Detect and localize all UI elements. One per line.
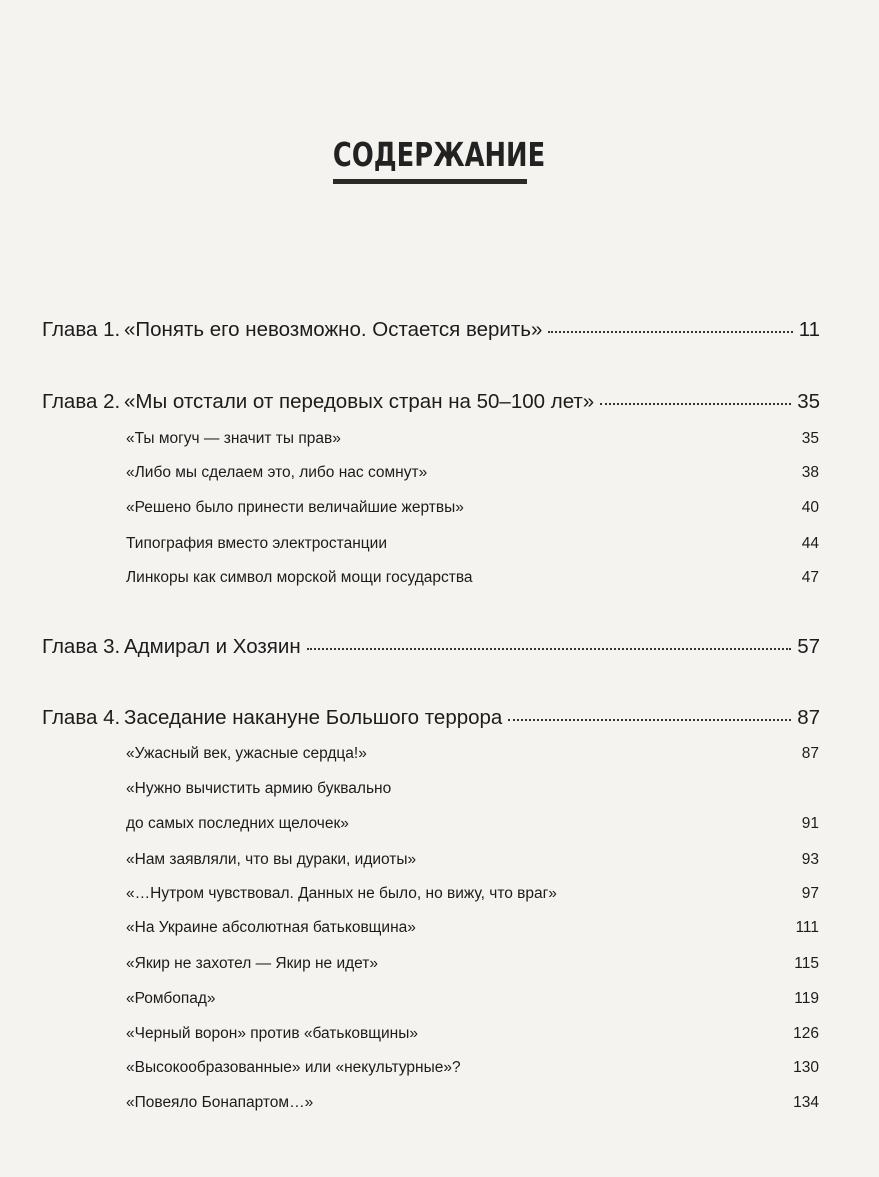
page-number: 40 (801, 499, 819, 516)
page-number: 97 (801, 885, 819, 902)
page-number: 57 (797, 635, 820, 658)
page-title: СОДЕРЖАНИЕ (333, 135, 546, 174)
page-number: 134 (793, 1094, 819, 1111)
toc-chapter-3[interactable] (42, 635, 820, 659)
section-title: «Ты могуч — значит ты прав» (126, 430, 341, 447)
dot-leader (600, 403, 791, 405)
page-number: 130 (793, 1059, 819, 1076)
section-title: «…Нутром чувствовал. Данных не было, но вижу, что враг» (126, 885, 557, 902)
chapter-title: «Понять его невозможно. Остается верить» (124, 318, 543, 341)
toc-section[interactable] (126, 955, 819, 973)
toc-section[interactable] (126, 569, 819, 587)
page-number: 47 (801, 569, 819, 586)
toc-chapter-2[interactable] (42, 390, 820, 414)
dot-leader (548, 331, 792, 333)
section-title: «Черный ворон» против «батьковщины» (126, 1025, 418, 1042)
toc-section[interactable] (126, 780, 819, 798)
page-number: 35 (797, 390, 820, 413)
title-underline (333, 179, 527, 184)
page-number: 111 (795, 919, 819, 936)
toc-section[interactable] (126, 990, 819, 1008)
chapter-number: Глава 4. (42, 706, 121, 729)
page-number: 44 (801, 535, 819, 552)
section-title: до самых последних щелочек» (126, 815, 349, 832)
toc-section[interactable] (126, 464, 819, 482)
dot-leader (307, 648, 792, 650)
toc-section[interactable] (126, 535, 819, 553)
toc-section[interactable] (126, 1025, 819, 1043)
page-number: 115 (794, 955, 819, 972)
section-title: «Нам заявляли, что вы дураки, идиоты» (126, 851, 417, 868)
page-number: 38 (801, 464, 819, 481)
toc-section[interactable] (126, 1059, 819, 1077)
page-number: 93 (801, 851, 819, 868)
toc-section[interactable] (126, 499, 819, 517)
section-title: «Ромбопад» (126, 990, 216, 1007)
toc-section[interactable] (126, 851, 819, 869)
page-title-container (0, 135, 879, 174)
chapter-number: Глава 1. (42, 318, 121, 341)
page-number: 11 (798, 318, 820, 341)
toc-section[interactable] (126, 745, 819, 763)
chapter-number: Глава 2. (42, 390, 121, 413)
chapter-title: «Мы отстали от передовых стран на 50–100 лет» (124, 390, 595, 413)
toc-section[interactable] (126, 430, 819, 448)
section-title: Типография вместо электростанции (126, 535, 387, 552)
chapter-title: Адмирал и Хозяин (124, 635, 301, 658)
section-title: «Якир не захотел — Якир не идет» (126, 955, 379, 972)
page-number: 91 (801, 815, 819, 832)
toc-chapter-1[interactable] (42, 318, 820, 342)
section-title: «Решено было принести величайшие жертвы» (126, 499, 464, 516)
section-title: «На Украине абсолютная батьковщина» (126, 919, 416, 936)
section-title: «Нужно вычистить армию буквально (126, 780, 392, 797)
page-number: 87 (797, 706, 820, 729)
chapter-number: Глава 3. (42, 635, 121, 658)
section-title: «Либо мы сделаем это, либо нас сомнут» (126, 464, 428, 481)
page-number: 87 (801, 745, 819, 762)
section-title: Линкоры как символ морской мощи государства (126, 569, 473, 586)
page-number: 35 (801, 430, 819, 447)
section-title: «Ужасный век, ужасные сердца!» (126, 745, 367, 762)
toc-section[interactable] (126, 1094, 819, 1112)
dot-leader (508, 719, 791, 721)
page-number: 126 (793, 1025, 819, 1042)
toc-section[interactable] (126, 919, 819, 937)
page-number: 119 (794, 990, 819, 1007)
toc-section[interactable] (126, 815, 819, 833)
toc-chapter-4[interactable] (42, 706, 820, 730)
section-title: «Высокообразованные» или «некультурные»? (126, 1059, 461, 1076)
chapter-title: Заседание накануне Большого террора (124, 706, 503, 729)
section-title: «Повеяло Бонапартом…» (126, 1094, 314, 1111)
toc-section[interactable] (126, 885, 819, 903)
